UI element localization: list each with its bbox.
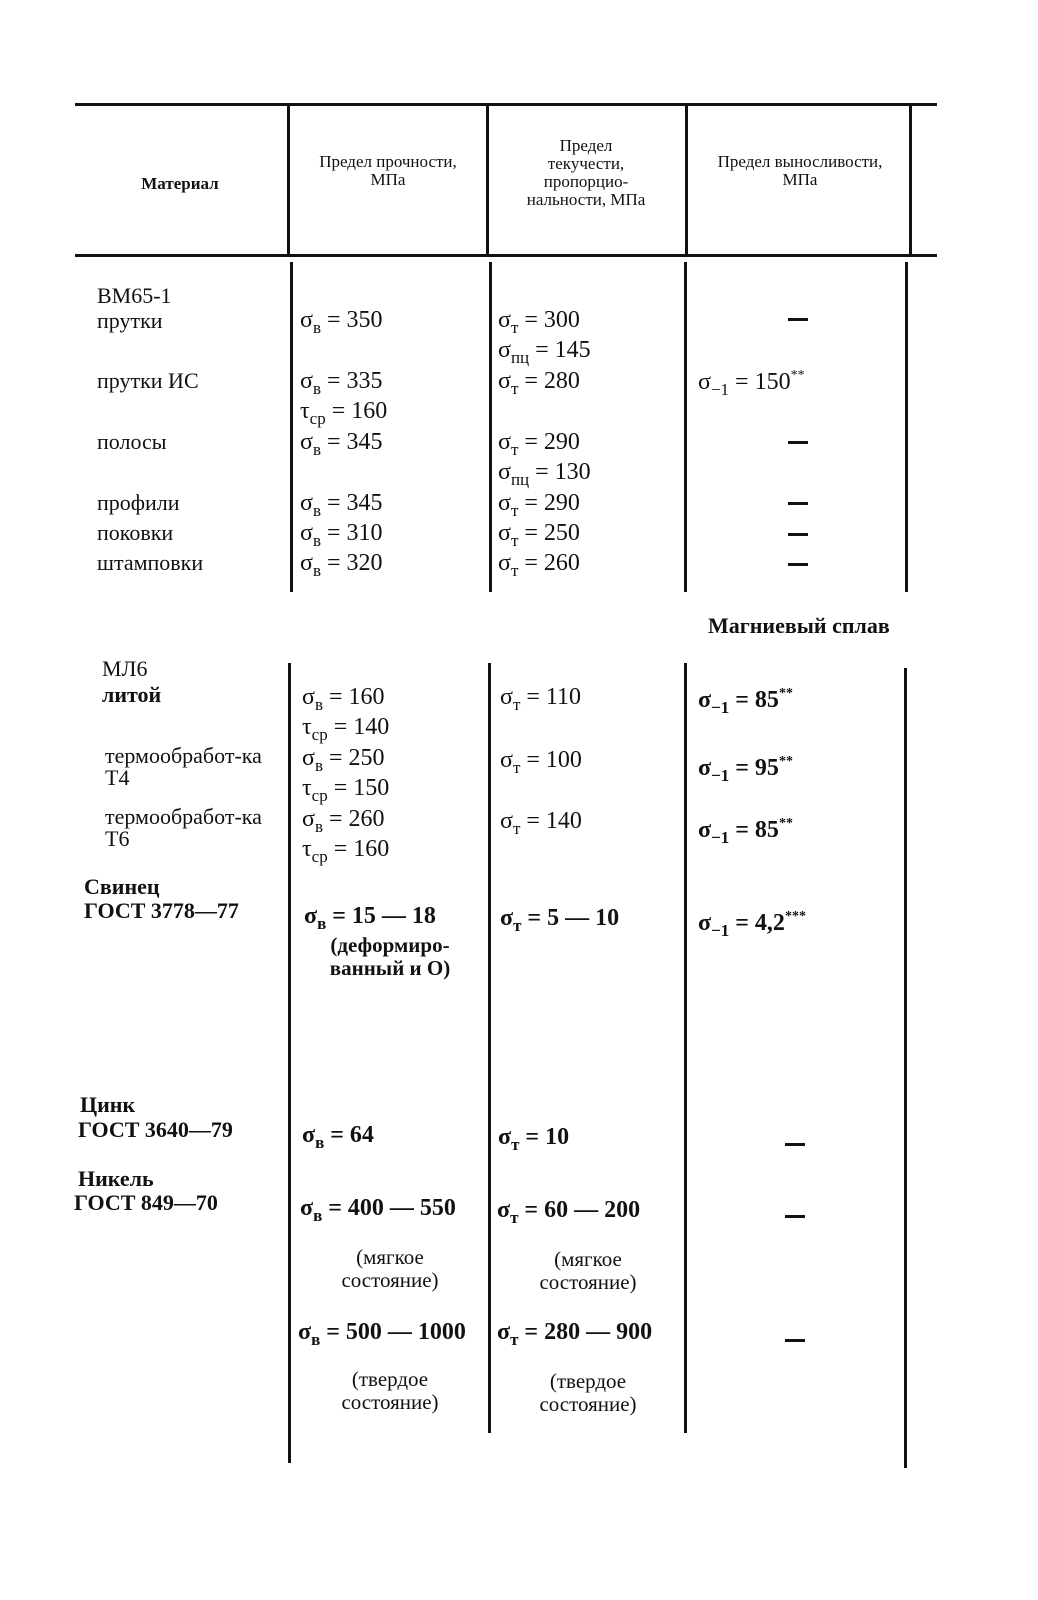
endurance-stampings-dash xyxy=(788,563,808,566)
shear-cast: $\tau_{ср} = 140$ xyxy=(302,714,390,744)
header-yield: Предел текучести, пропорцио-нальности, МПа xyxy=(526,136,646,209)
header-strength: Предел прочности, МПа xyxy=(319,152,457,189)
material-rods: прутки xyxy=(97,308,163,333)
group1-divider-1 xyxy=(290,262,293,592)
nickel-soft-note-yield: (мягкое состояние) xyxy=(539,1247,637,1295)
endurance-profiles-dash xyxy=(788,502,808,505)
zinc-name: Цинк xyxy=(80,1092,136,1117)
body-divider-4 xyxy=(904,668,907,1468)
header-divider-4 xyxy=(909,105,912,255)
endurance-nickel-hard-dash xyxy=(785,1339,805,1342)
shear-rods-is: $\tau_{ср} = 160$ xyxy=(300,398,388,428)
nickel-name: Никель xyxy=(78,1166,154,1191)
yield-rods-is: $\sigma_т = 280$ xyxy=(498,368,580,398)
lead-name: Свинец xyxy=(84,874,160,899)
endurance-lead: $\sigma_{-1} = 4,2^{***}$ xyxy=(698,909,806,940)
strength-zinc: $\sigma_в = 64$ xyxy=(302,1122,374,1152)
nickel-hard-note-strength: (твердое состояние) xyxy=(341,1367,439,1415)
header-endurance: Предел выносливости, МПа xyxy=(717,152,883,189)
yield-nickel-hard: $\sigma_т = 280$ — 900 xyxy=(497,1319,653,1349)
endurance-zinc-dash xyxy=(785,1143,805,1146)
body-divider-1 xyxy=(288,663,291,1463)
nickel-gost: ГОСТ 849—70 xyxy=(74,1190,218,1215)
yield-rods-proportional: $\sigma_{пц} = 145$ xyxy=(498,337,591,367)
strength-t4: $\sigma_в = 250$ xyxy=(302,745,385,775)
header-bottom-rule xyxy=(75,254,937,257)
strength-forgings: $\sigma_в = 310$ xyxy=(300,520,383,550)
endurance-rods-is: $\sigma_{-1} = 150^{**}$ xyxy=(698,368,805,399)
strength-rods: $\sigma_в = 350$ xyxy=(300,307,383,337)
yield-strips-proportional: $\sigma_{пц} = 130$ xyxy=(498,459,591,489)
endurance-rods-dash xyxy=(788,318,808,321)
material-forgings: поковки xyxy=(97,520,174,545)
group1-divider-3 xyxy=(684,262,687,592)
strength-lead: $\sigma_в = 15$ — 18 xyxy=(304,903,436,933)
yield-lead: $\sigma_т = 5$ — 10 xyxy=(500,905,620,935)
body-divider-3 xyxy=(684,663,687,1433)
yield-strips: $\sigma_т = 290$ xyxy=(498,429,580,459)
yield-zinc: $\sigma_т = 10$ xyxy=(498,1124,570,1154)
endurance-strips-dash xyxy=(788,441,808,444)
yield-forgings: $\sigma_т = 250$ xyxy=(498,520,580,550)
endurance-t6: $\sigma_{-1} = 85^{**}$ xyxy=(698,816,793,847)
lead-strength-note: (деформиро-ванный и О) xyxy=(329,933,451,981)
strength-profiles: $\sigma_в = 345$ xyxy=(300,490,383,520)
yield-t6: $\sigma_т = 140$ xyxy=(500,808,582,838)
material-t4: термообработ-ка Т4 xyxy=(105,743,262,790)
table-top-rule xyxy=(75,103,937,106)
nickel-soft-note-strength: (мягкое состояние) xyxy=(341,1245,439,1293)
yield-profiles: $\sigma_т = 290$ xyxy=(498,490,580,520)
shear-t6: $\tau_{ср} = 160$ xyxy=(302,836,390,866)
endurance-forgings-dash xyxy=(788,533,808,536)
group1-name: ВМ65-1 xyxy=(97,283,172,308)
yield-cast: $\sigma_т = 110$ xyxy=(500,684,582,714)
body-divider-2 xyxy=(488,663,491,1433)
zinc-gost: ГОСТ 3640—79 xyxy=(78,1117,233,1142)
endurance-cast: $\sigma_{-1} = 85^{**}$ xyxy=(698,686,793,717)
endurance-t4: $\sigma_{-1} = 95^{**}$ xyxy=(698,754,793,785)
yield-stampings: $\sigma_т = 260$ xyxy=(498,550,580,580)
strength-nickel-soft: $\sigma_в = 400$ — 550 xyxy=(300,1195,456,1225)
header-material: Материал xyxy=(141,174,219,193)
header-divider-1 xyxy=(287,105,290,255)
section-title: Магниевый сплав xyxy=(708,613,890,638)
material-stampings: штамповки xyxy=(97,550,204,575)
yield-nickel-soft: $\sigma_т = 60$ — 200 xyxy=(497,1197,641,1227)
shear-t4: $\tau_{ср} = 150$ xyxy=(302,775,390,805)
lead-gost: ГОСТ 3778—77 xyxy=(84,898,239,923)
material-rods-is: прутки ИС xyxy=(97,368,199,393)
yield-rods: $\sigma_т = 300$ xyxy=(498,307,580,337)
material-cast: литой xyxy=(102,682,162,707)
group2-name: МЛ6 xyxy=(102,656,148,681)
strength-t6: $\sigma_в = 260$ xyxy=(302,806,385,836)
nickel-hard-note-yield: (твердое состояние) xyxy=(539,1369,637,1417)
header-divider-2 xyxy=(486,105,489,255)
header-divider-3 xyxy=(685,105,688,255)
group1-divider-2 xyxy=(489,262,492,592)
group1-divider-4 xyxy=(905,262,908,592)
strength-stampings: $\sigma_в = 320$ xyxy=(300,550,383,580)
strength-cast: $\sigma_в = 160$ xyxy=(302,684,385,714)
material-t6: термообработ-ка Т6 xyxy=(105,804,262,851)
strength-rods-is: $\sigma_в = 335$ xyxy=(300,368,383,398)
yield-t4: $\sigma_т = 100$ xyxy=(500,747,582,777)
strength-strips: $\sigma_в = 345$ xyxy=(300,429,383,459)
material-strips: полосы xyxy=(97,429,167,454)
endurance-nickel-soft-dash xyxy=(785,1215,805,1218)
strength-nickel-hard: $\sigma_в = 500$ — 1000 xyxy=(298,1319,466,1349)
material-profiles: профили xyxy=(97,490,180,515)
